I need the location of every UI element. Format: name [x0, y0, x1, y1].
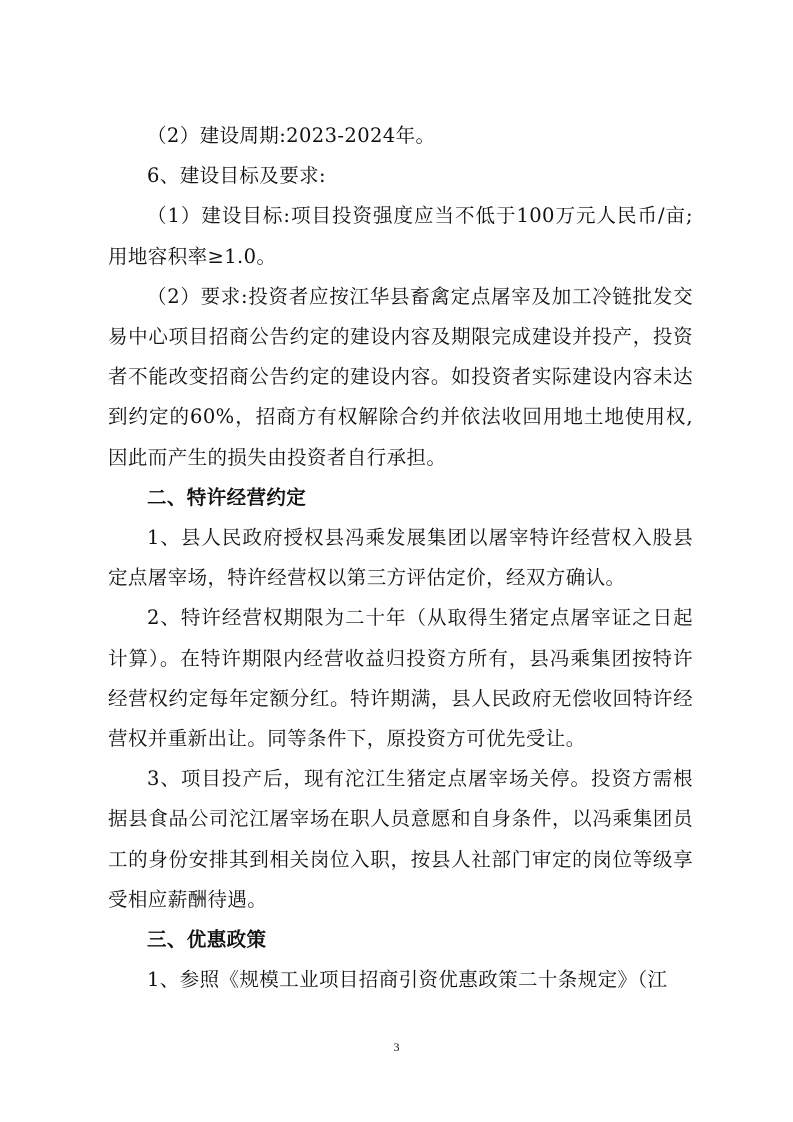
document-body	[108, 116, 693, 1000]
paragraph-franchise-2: 2、特许经营权期限为二十年（从取得生猪定点屠宰证之日起计算）。在特许期限内经营收益归投资方所有，县冯乘集团按特许经营权约定每年定额分红。特许期满，县人民政府无偿收回特许经营权并重新出让。同等条件下，原投资方可优先受让。	[108, 606, 693, 751]
section-heading-franchise: 二、特许经营约定	[147, 485, 307, 509]
paragraph-franchise-1: 1、县人民政府授权县冯乘发展集团以屠宰特许经营权入股县定点屠宰场，特许经营权以第三方评估定价，经双方确认。	[108, 526, 693, 590]
section-heading-policy: 三、优惠政策	[147, 928, 267, 952]
paragraph-policy-1: 1、参照《规模工业项目招商引资优惠政策二十条规定》（江	[147, 968, 668, 992]
paragraph-requirements: （2）要求:投资者应按江华县畜禽定点屠宰及加工冷链批发交易中心项目招商公告约定的建设内容及期限完成建设并投产，投资者不能改变招商公告约定的建设内容。如投资者实际建设内容未达到约定的60%，招商方有权解除合约并依法收回用地土地使用权,因此而产生的损失由投资者自行承担。	[108, 284, 693, 469]
paragraph-construction-period: （2）建设周期:2023-2024年。	[147, 124, 436, 147]
page-number: 3	[393, 1040, 400, 1054]
paragraph-franchise-3: 3、项目投产后，现有沱江生猪定点屠宰场关停。投资方需根据县食品公司沱江屠宰场在职人员意愿和自身条件，以冯乘集团员工的身份安排其到相关岗位入职，按县人社部门审定的岗位等级享受相应薪酬待遇。	[108, 767, 693, 911]
paragraph-goals-heading: 6、建设目标及要求:	[147, 164, 326, 188]
paragraph-construction-goal: （1）建设目标:项目投资强度应当不低于100万元人民币/亩;用地容积率≥1.0。	[108, 204, 693, 268]
